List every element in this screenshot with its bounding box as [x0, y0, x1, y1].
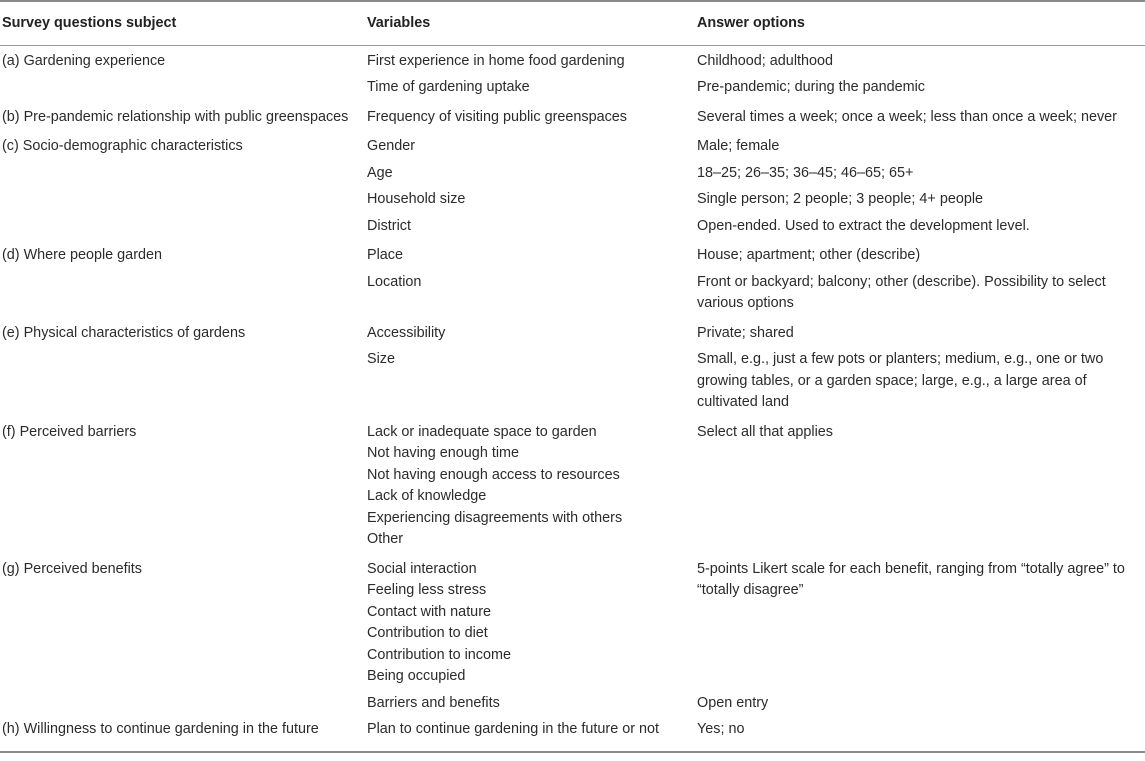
answer-cell: Open-ended. Used to extract the development level.	[697, 217, 1030, 234]
subject-cell: (c) Socio-demographic characteristics	[2, 138, 243, 154]
table-row	[0, 75, 1145, 102]
variable-item: Experiencing disagreements with others	[367, 509, 623, 526]
variable-item: Household size	[367, 191, 466, 207]
header-subject: Survey questions subject	[0, 1, 365, 45]
answer-cell: Small, e.g., just a few pots or planters; medium, e.g., one or two growing tables, or a garden space; large, e.g., a large area of cultivated land	[697, 351, 1104, 410]
subject-cell	[0, 691, 365, 718]
answer-cell: Childhood; adulthood	[697, 52, 834, 69]
answer-cell: Single person; 2 people; 3 people; 4+ people	[697, 191, 984, 207]
table-row	[0, 131, 1145, 161]
variable-item: Being occupied	[367, 668, 466, 684]
answer-cell: Select all that applies	[697, 423, 833, 440]
variable-item: Frequency of visiting public greenspaces	[367, 108, 627, 125]
variable-item: Lack or inadequate space to garden	[367, 423, 597, 440]
subject-cell: (a) Gardening experience	[2, 52, 166, 69]
table-row	[0, 417, 1145, 554]
table-row	[0, 554, 1145, 691]
variables-cell	[365, 75, 695, 102]
subject-cell: (d) Where people garden	[2, 247, 162, 263]
answer-cell: Male; female	[697, 138, 780, 154]
variable-item: Time of gardening uptake	[367, 79, 530, 95]
subject-cell	[0, 161, 365, 188]
variable-item: Age	[367, 164, 393, 181]
variable-item: Other	[367, 531, 403, 547]
variable-item: Location	[367, 273, 422, 290]
subject-cell	[0, 270, 365, 318]
variables-cell	[365, 187, 695, 214]
answer-cell: Private; shared	[697, 324, 794, 341]
table-body	[0, 45, 1145, 752]
variables-cell	[365, 131, 695, 161]
answer-cell: 18–25; 26–35; 36–45; 46–65; 65+	[697, 164, 914, 181]
header-row	[0, 1, 1145, 45]
variables-cell	[365, 717, 695, 752]
variable-item: Feeling less stress	[367, 582, 487, 598]
table-row	[0, 102, 1145, 132]
variable-item: Contact with nature	[367, 603, 491, 620]
variable-item: Barriers and benefits	[367, 694, 500, 711]
table-row	[0, 347, 1145, 417]
variables-cell	[365, 554, 695, 691]
variable-item: Accessibility	[367, 324, 446, 341]
variable-item: Social interaction	[367, 560, 477, 577]
table-row	[0, 214, 1145, 241]
variables-cell	[365, 318, 695, 348]
variable-item: Size	[367, 351, 395, 367]
variables-cell	[365, 240, 695, 270]
answer-cell: Yes; no	[695, 717, 1145, 752]
variable-item: Not having enough time	[367, 445, 520, 461]
variable-item: Lack of knowledge	[367, 488, 487, 504]
subject-cell: (g) Perceived benefits	[2, 560, 142, 577]
table-row	[0, 240, 1145, 270]
subject-cell	[0, 214, 365, 241]
table-row	[0, 45, 1145, 75]
variables-cell	[365, 270, 695, 318]
answer-cell: 5-points Likert scale for each benefit, ranging from “totally agree” to “totally disagree”	[697, 560, 1125, 598]
subject-cell	[0, 75, 365, 102]
table-row	[0, 318, 1145, 348]
answer-cell: Front or backyard; balcony; other (describe). Possibility to select various options	[697, 273, 1106, 311]
table-header	[0, 1, 1145, 45]
subject-cell: (f) Perceived barriers	[2, 423, 137, 440]
variable-item: Not having enough access to resources	[367, 466, 620, 483]
variable-item: Gender	[367, 138, 415, 154]
subject-cell	[0, 347, 365, 417]
header-answer-options: Answer options	[695, 1, 1145, 45]
table-row	[0, 691, 1145, 718]
subject-cell: (e) Physical characteristics of gardens	[2, 324, 246, 341]
answer-cell: House; apartment; other (describe)	[697, 247, 921, 263]
variables-cell	[365, 214, 695, 241]
header-variables: Variables	[365, 1, 695, 45]
variable-item: Contribution to income	[367, 646, 511, 663]
variables-cell	[365, 691, 695, 718]
variable-item: District	[367, 217, 411, 234]
variables-cell	[365, 417, 695, 554]
subject-cell	[0, 187, 365, 214]
variables-cell	[365, 102, 695, 132]
variables-cell	[365, 161, 695, 188]
answer-cell: Pre-pandemic; during the pandemic	[697, 79, 925, 95]
table-row	[0, 270, 1145, 318]
table-row	[0, 187, 1145, 214]
answer-cell: Open entry	[697, 694, 769, 711]
variable-item: Plan to continue gardening in the future or not	[367, 721, 660, 737]
variables-cell	[365, 347, 695, 417]
table-row	[0, 717, 1145, 752]
table-row	[0, 161, 1145, 188]
variable-item: Place	[367, 247, 403, 263]
variables-cell	[365, 45, 695, 75]
variable-item: Contribution to diet	[367, 625, 488, 641]
variable-item: First experience in home food gardening	[367, 52, 625, 69]
subject-cell: (h) Willingness to continue gardening in the future	[0, 717, 365, 752]
answer-cell: Several times a week; once a week; less than once a week; never	[697, 108, 1117, 125]
subject-cell: (b) Pre-pandemic relationship with public greenspaces	[2, 108, 349, 125]
